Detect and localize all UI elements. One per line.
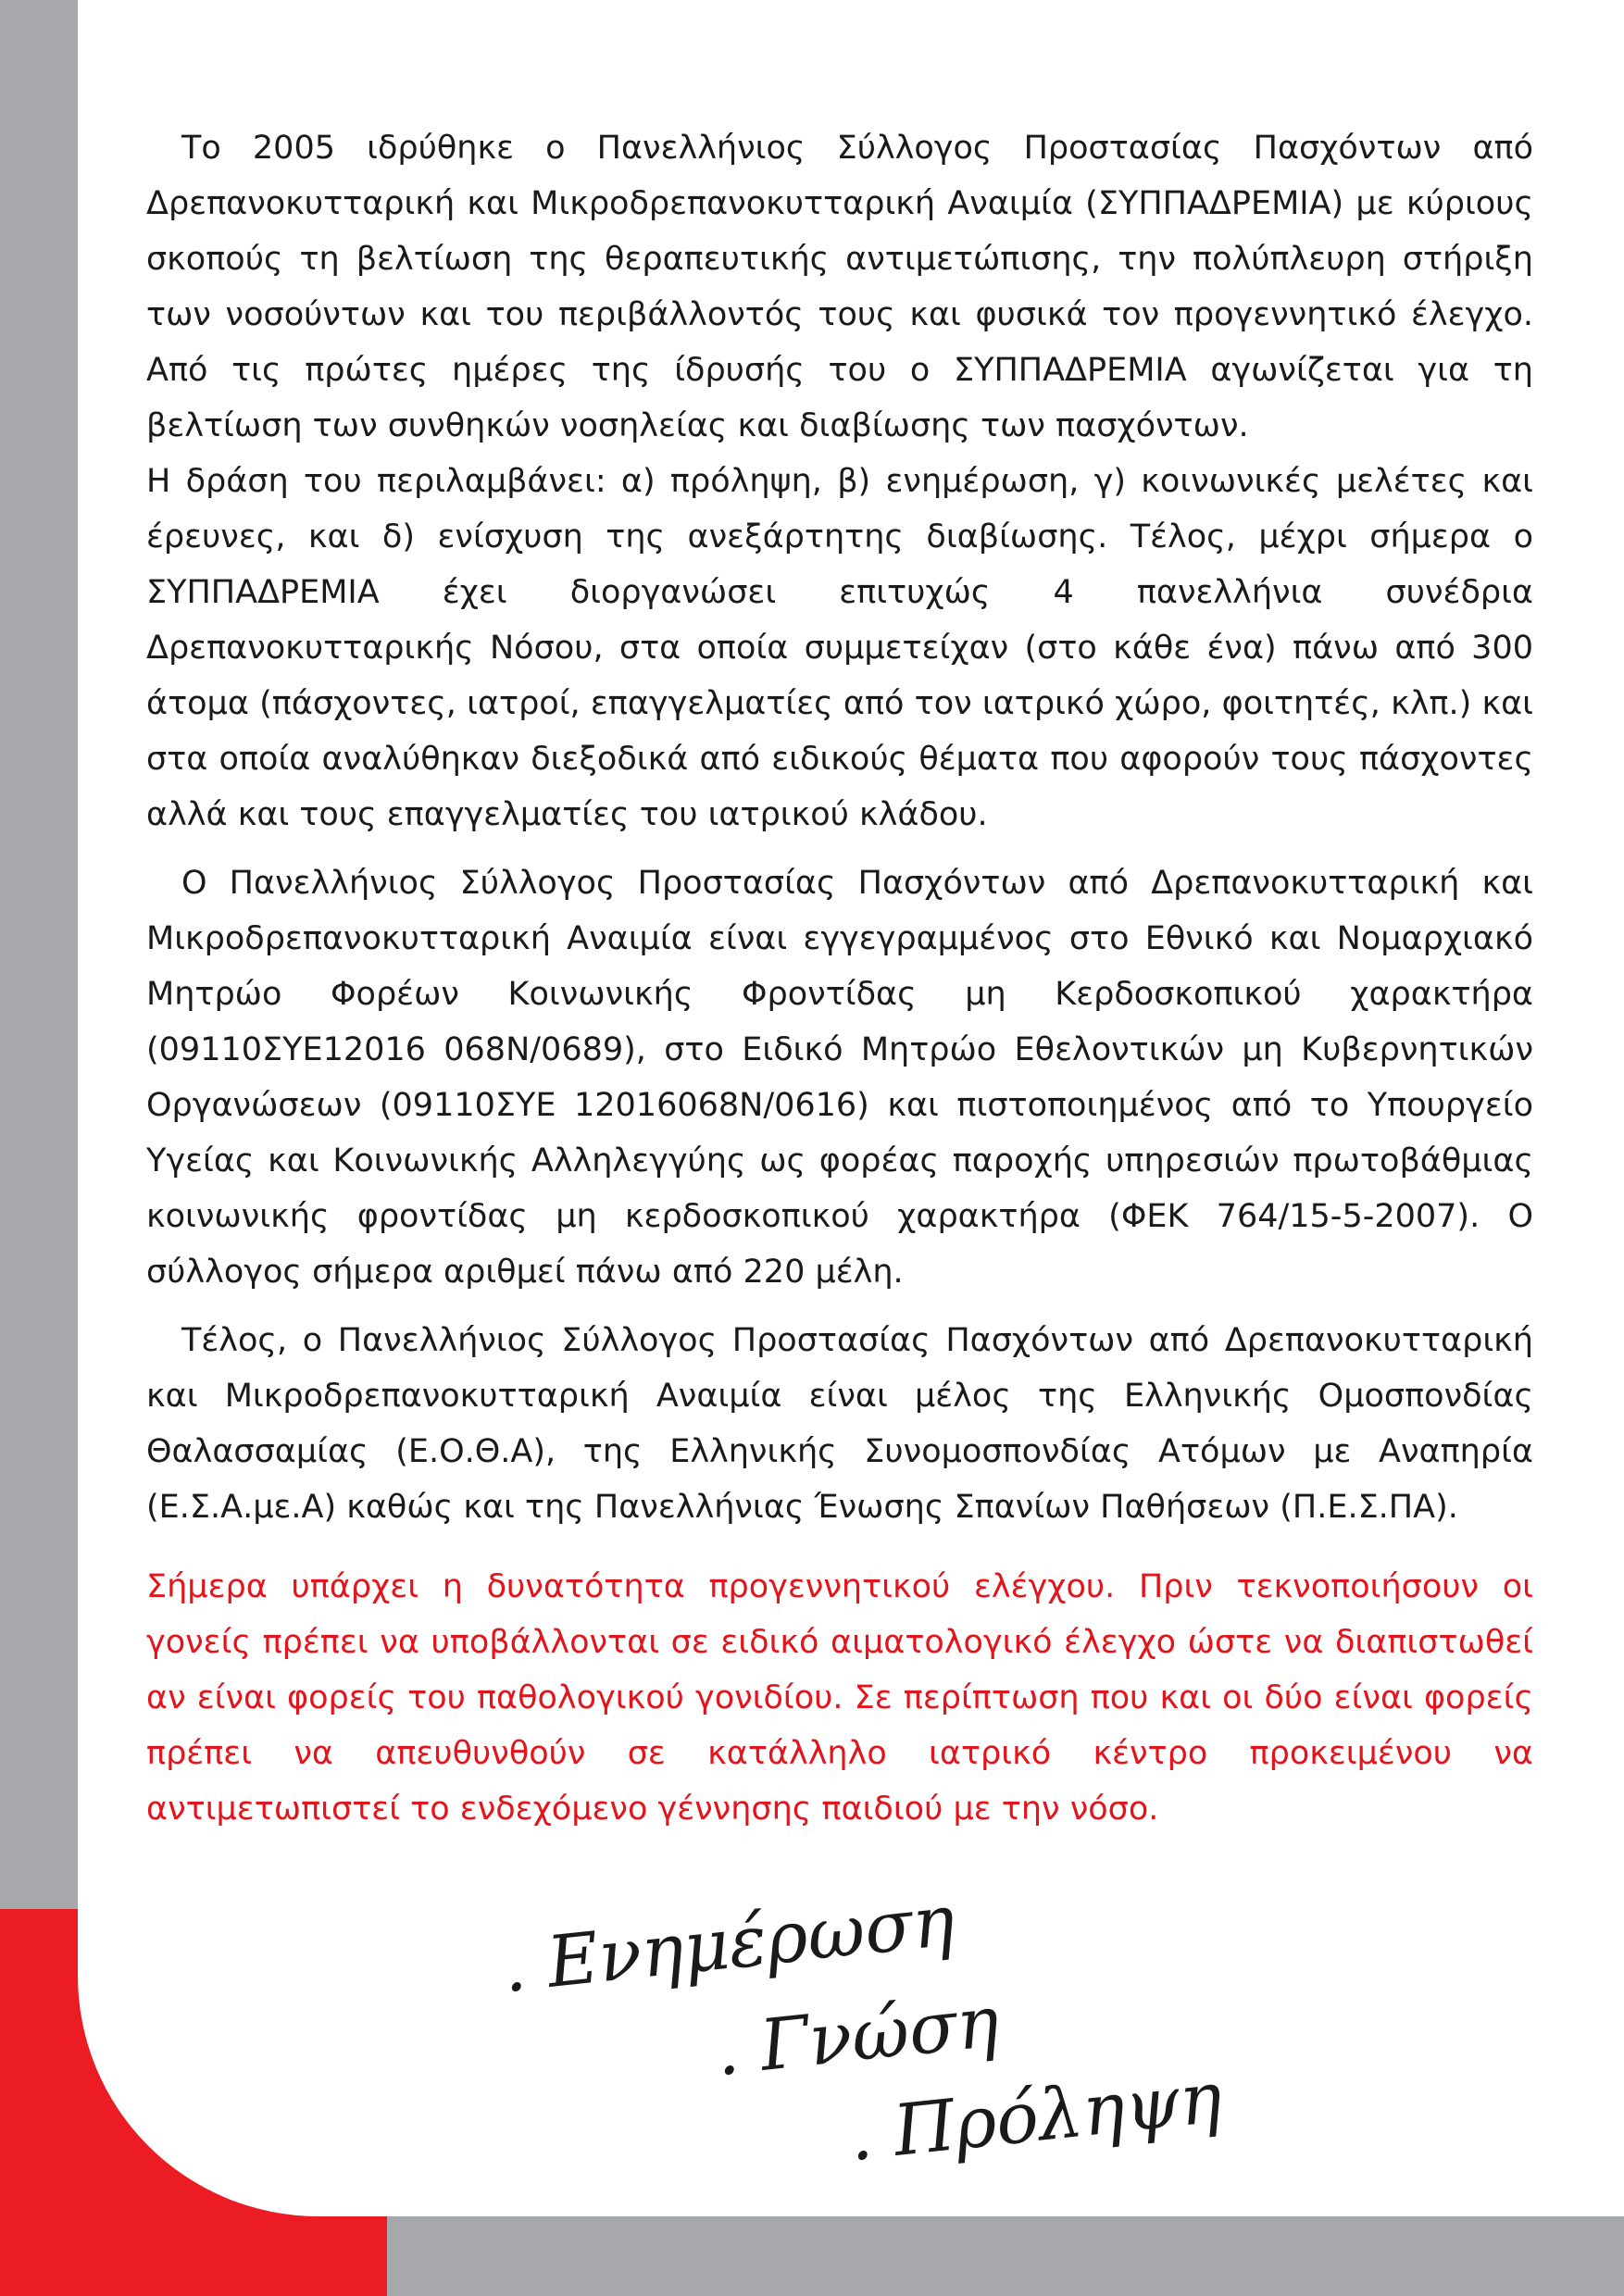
paragraph-membership: Τέλος, ο Πανελλήνιος Σύλλογος Προστασίας Πασχόντων από Δρεπανοκυτταρική και Μικροδρεπανοκυτταρική Αναιμία είναι μέλος της Ελληνικής Ομοσπονδίας Θαλασσαμίας (Ε.Ο.Θ.Α), της Ελληνικής Συνομοσπονδίας Ατόμων με Αναπηρία (Ε.Σ.Α.με.Α) καθώς και της Πανελλήνιας Ένωσης Σπανίων Παθήσεων (Π.Ε.Σ.ΠΑ). bbox=[146, 1322, 1533, 1526]
paragraph-founding: Το 2005 ιδρύθηκε ο Πανελλήνιος Σύλλογος Προστασίας Πασχόντων από Δρεπανοκυτταρική και Μικροδρεπανοκυτταρική Αναιμία (ΣΥΠΠΑΔΡΕΜΙΑ) με κύριους σκοπούς τη βελτίωση της θεραπευτικής αντιμετώπισης, την πολύπλευρη στήριξη των νοσούντων και του περιβάλλοντός τους και φυσικά τον προγεννητικό έλεγχο. Από τις πρώτες ημέρες της ίδρυσής του ο ΣΥΠΠΑΔΡΕΜΙΑ αγωνίζεται για τη βελτίωση των συνθηκών νοσηλείας και διαβίωσης των πασχόντων. bbox=[146, 130, 1533, 444]
paragraph-activities: Η δράση του περιλαμβάνει: α) πρόληψη, β) ενημέρωση, γ) κοινωνικές μελέτες και έρευνες, και δ) ενίσχυση της ανεξάρτητης διαβίωσης. Τέλος, μέχρι σήμερα ο ΣΥΠΠΑΔΡΕΜΙΑ έχει διοργανώσει επιτυχώς 4 πανελλήνια συνέδρια Δρεπανοκυτταρικής Νόσου, στα οποία συμμετείχαν (στο κάθε ένα) πάνω από 300 άτομα (πάσχοντες, ιατροί, επαγγελματίες από τον ιατρικό χώρο, φοιτητές, κλπ.) και στα οποία αναλύθηκαν διεξοδικά από ειδικούς θέματα που αφορούν τους πάσχοντες αλλά και τους επαγγελματίες του ιατρικού κλάδου. bbox=[146, 463, 1533, 833]
paragraph-registration: Ο Πανελλήνιος Σύλλογος Προστασίας Πασχόντων από Δρεπανοκυτταρική και Μικροδρεπανοκυτταρική Αναιμία είναι εγγεγραμμένος στο Εθνικό και Νομαρχιακό Μητρώο Φορέων Κοινωνικής Φροντίδας μη Κερδοσκοπικού χαρακτήρα (09110ΣΥΕ12016 068Ν/0689), στο Ειδικό Μητρώο Εθελοντικών μη Κυβερνητικών Οργανώσεων (09110ΣΥΕ 12016068Ν/0616) και πιστοποιημένος από το Υπουργείο Υγείας και Κοινωνικής Αλληλεγγύης ως φορέας παροχής υπηρεσιών πρωτοβάθμιας κοινωνικής φροντίδας μη κερδοσκοπικού χαρακτήρα (ΦΕΚ 764/15-5-2007). Ο σύλλογος σήμερα αριθμεί πάνω από 220 μέλη. bbox=[146, 865, 1533, 1291]
slogan-line-prevention: . Πρόληψη bbox=[844, 2055, 1226, 2177]
slogan-line-information: . Ενημέρωση bbox=[498, 1878, 959, 2008]
prenatal-note: Σήμερα υπάρχει η δυνατότητα προγεννητικού ελέγχου. Πριν τεκνοποιήσουν οι γονείς πρέπει να υποβάλλονται σε ειδικό αιματολογικό έλεγχο ώστε να διαπιστωθεί αν είναι φορείς του παθολογικού γονιδίου. Σε περίπτωση που και οι δύο είναι φορείς πρέπει να απευθυνθούν σε κατάλληλο ιατρικό κέντρο προκειμένου να αντιμετωπιστεί το ενδεχόμενο γέννησης παιδιού με την νόσο. bbox=[146, 1568, 1533, 1828]
slogan-line-knowledge: . Γνώση bbox=[711, 1979, 1003, 2091]
